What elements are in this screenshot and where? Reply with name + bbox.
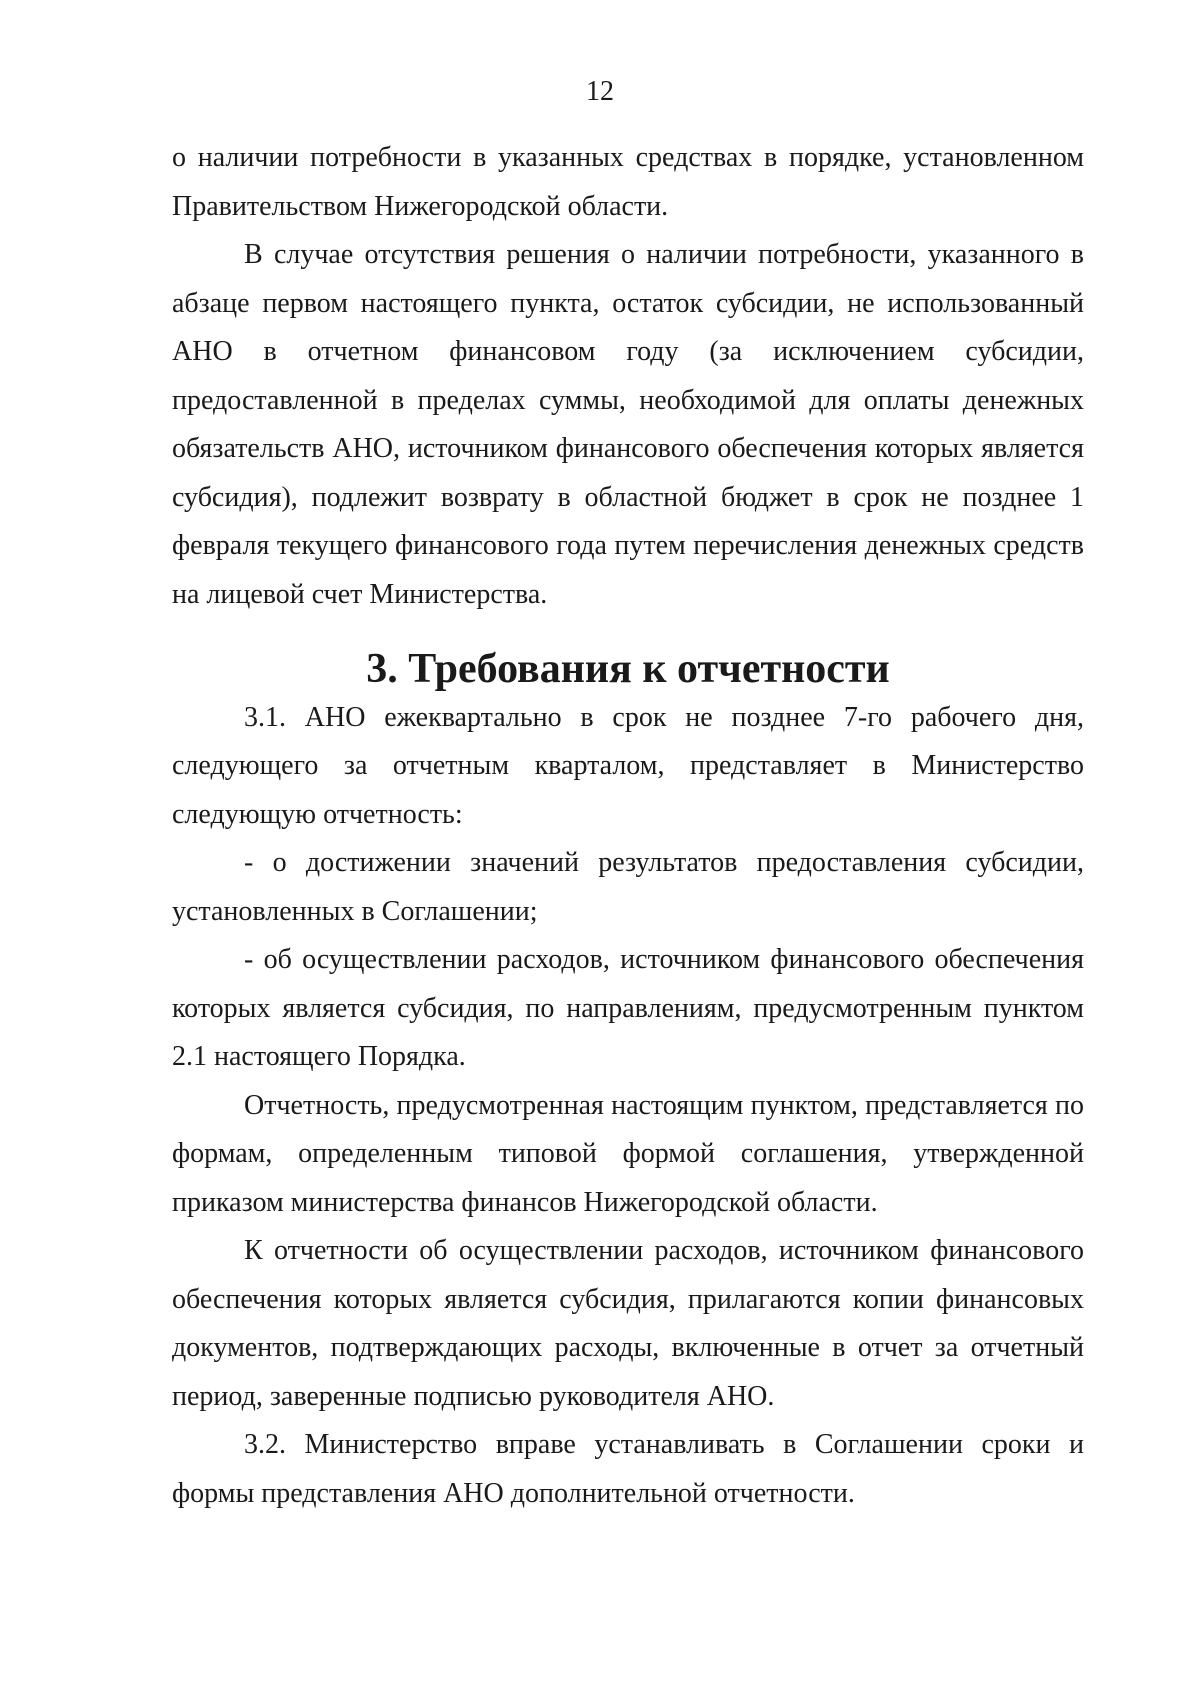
section-heading: 3. Требования к отчетности <box>366 646 890 692</box>
paragraph-report-forms: Отчетность, предусмотренная настоящим пунктом, представляется по формам, определенным типовой формой соглашения, утвержденной приказом министерства финансов Нижегородской области. <box>172 1089 1084 1218</box>
paragraph-3-1: 3.1. АНО ежеквартально в срок не позднее 7-го рабочего дня, следующего за отчетным кварталом, представляет в Министерство следующую отчетность: <box>172 701 1084 830</box>
document-body <box>172 134 1084 1518</box>
paragraph-continuation: о наличии потребности в указанных средствах в порядке, установленном Правительством Нижегородской области. <box>172 142 1084 222</box>
list-item-results: - о достижении значений результатов предоставления субсидии, установленных в Соглашении; <box>172 847 1084 927</box>
paragraph-report-attachments: К отчетности об осуществлении расходов, источником финансового обеспечения которых является субсидия, прилагаются копии финансовых документов, подтверждающих расходы, включенные в отчет за отчетный период, заверенные подписью руководителя АНО. <box>172 1235 1084 1412</box>
paragraph-unused-subsidy-return: В случае отсутствия решения о наличии потребности, указанного в абзаце первом настоящего пункта, остаток субсидии, не использованный АНО в отчетном финансовом году (за исключением субсидии, предоставленной в пределах суммы, необходимой для оплаты денежных обязательств АНО, источником финансового обеспечения которых является субсидия), подлежит возврату в областной бюджет в срок не позднее 1 февраля текущего финансового года путем перечисления денежных средств на лицевой счет Министерства. <box>172 239 1084 610</box>
page-number: 12 <box>586 76 614 107</box>
paragraph-3-2: 3.2. Министерство вправе устанавливать в Соглашении сроки и формы представления АНО дополнительной отчетности. <box>172 1429 1084 1509</box>
list-item-expenses: - об осуществлении расходов, источником финансового обеспечения которых является субсидия, по направлениям, предусмотренным пунктом 2.1 настоящего Порядка. <box>172 944 1084 1072</box>
